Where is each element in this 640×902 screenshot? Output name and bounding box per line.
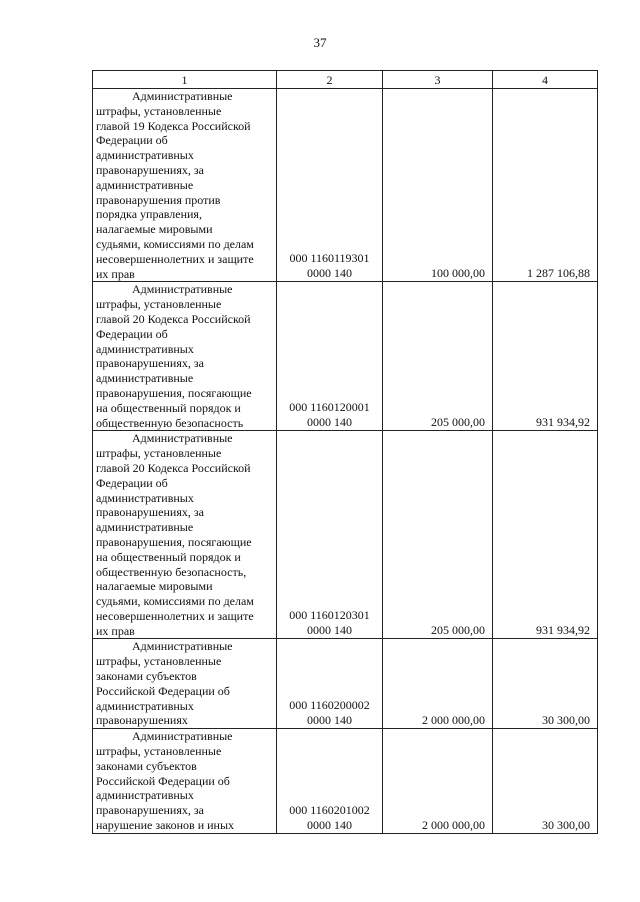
table-row xyxy=(93,431,598,639)
description-line: несовершеннолетних и защите xyxy=(96,608,254,623)
description-line: главой 20 Кодекса Российской xyxy=(96,460,251,475)
code-line: 000 1160120301 xyxy=(289,608,370,623)
description-line: правонарушениях, за xyxy=(96,505,204,520)
row-code xyxy=(277,729,383,834)
table-header-row xyxy=(93,71,598,89)
description-line: Административные xyxy=(132,729,233,744)
column-header-2: 2 xyxy=(277,71,383,89)
description-line: правонарушениях xyxy=(96,713,188,728)
description-line: нарушение законов и иных xyxy=(96,818,235,833)
column-header-3: 3 xyxy=(383,71,493,89)
row-description xyxy=(93,639,277,729)
row-description xyxy=(93,431,277,639)
description-line: порядка управления, xyxy=(96,207,202,222)
row-code xyxy=(277,282,383,431)
row-planned-amount: 2 000 000,00 xyxy=(383,639,493,729)
column-header-4: 4 xyxy=(493,71,598,89)
code-line: 000 1160119301 xyxy=(289,251,370,266)
row-actual-amount: 30 300,00 xyxy=(493,729,598,834)
description-line: Российской Федерации об xyxy=(96,683,230,698)
row-planned-amount: 2 000 000,00 xyxy=(383,729,493,834)
row-actual-amount: 931 934,92 xyxy=(493,431,598,639)
description-line: законами субъектов xyxy=(96,669,197,684)
table-body xyxy=(93,89,598,834)
description-line: правонарушения, посягающие xyxy=(96,534,252,549)
table-row xyxy=(93,639,598,729)
table-row xyxy=(93,89,598,282)
row-code xyxy=(277,639,383,729)
row-code xyxy=(277,431,383,639)
row-actual-amount: 931 934,92 xyxy=(493,282,598,431)
description-line: правонарушениях, за xyxy=(96,162,204,177)
revenue-table xyxy=(92,70,598,834)
description-line: Административные xyxy=(132,282,233,297)
code-line: 0000 140 xyxy=(307,817,352,832)
table-row xyxy=(93,729,598,834)
row-description xyxy=(93,729,277,834)
row-actual-amount: 30 300,00 xyxy=(493,639,598,729)
description-line: административных xyxy=(96,341,194,356)
description-line: Административные xyxy=(132,639,233,654)
description-line: штрафы, установленные xyxy=(96,103,222,118)
description-line: правонарушениях, за xyxy=(96,803,204,818)
description-line: административные xyxy=(96,520,194,535)
description-line: общественную безопасность, xyxy=(96,564,247,579)
description-line: административных xyxy=(96,490,194,505)
description-line: Федерации об xyxy=(96,475,168,490)
description-line: штрафы, установленные xyxy=(96,446,222,461)
description-line: правонарушения, посягающие xyxy=(96,385,252,400)
code-line: 0000 140 xyxy=(307,415,352,430)
description-line: Административные xyxy=(132,431,233,446)
column-header-1: 1 xyxy=(93,71,277,89)
description-line: штрафы, установленные xyxy=(96,654,222,669)
description-line: их прав xyxy=(96,623,135,638)
code-line: 000 1160200002 xyxy=(289,698,370,713)
table-row xyxy=(93,282,598,431)
row-description xyxy=(93,282,277,431)
description-line: налагаемые мировыми xyxy=(96,222,213,237)
description-line: судьями, комиссиями по делам xyxy=(96,236,254,251)
description-line: Федерации об xyxy=(96,133,168,148)
description-line: на общественный порядок и xyxy=(96,400,241,415)
description-line: главой 20 Кодекса Российской xyxy=(96,311,251,326)
row-planned-amount: 205 000,00 xyxy=(383,282,493,431)
description-line: законами субъектов xyxy=(96,758,197,773)
description-line: на общественный порядок и xyxy=(96,549,241,564)
description-line: административных xyxy=(96,148,194,163)
description-line: Федерации об xyxy=(96,326,168,341)
code-line: 0000 140 xyxy=(307,713,352,728)
description-line: правонарушениях, за xyxy=(96,356,204,371)
description-line: административные xyxy=(96,371,194,386)
description-line: штрафы, установленные xyxy=(96,297,222,312)
row-code xyxy=(277,89,383,282)
row-planned-amount: 205 000,00 xyxy=(383,431,493,639)
description-line: судьями, комиссиями по делам xyxy=(96,594,254,609)
description-line: административных xyxy=(96,698,194,713)
row-actual-amount: 1 287 106,88 xyxy=(493,89,598,282)
code-line: 0000 140 xyxy=(307,266,352,281)
code-line: 000 1160201002 xyxy=(289,802,370,817)
description-line: общественную безопасность xyxy=(96,415,244,430)
description-line: Российской Федерации об xyxy=(96,773,230,788)
description-line: налагаемые мировыми xyxy=(96,579,213,594)
page-number: 37 xyxy=(313,35,327,50)
description-line: Административные xyxy=(132,89,233,103)
row-description xyxy=(93,89,277,282)
description-line: правонарушения против xyxy=(96,192,221,207)
code-line: 0000 140 xyxy=(307,623,352,638)
description-line: административные xyxy=(96,177,194,192)
description-line: главой 19 Кодекса Российской xyxy=(96,118,251,133)
description-line: штрафы, установленные xyxy=(96,744,222,759)
code-line: 000 1160120001 xyxy=(289,400,370,415)
description-line: несовершеннолетних и защите xyxy=(96,251,254,266)
description-line: административных xyxy=(96,788,194,803)
row-planned-amount: 100 000,00 xyxy=(383,89,493,282)
description-line: их прав xyxy=(96,266,135,281)
